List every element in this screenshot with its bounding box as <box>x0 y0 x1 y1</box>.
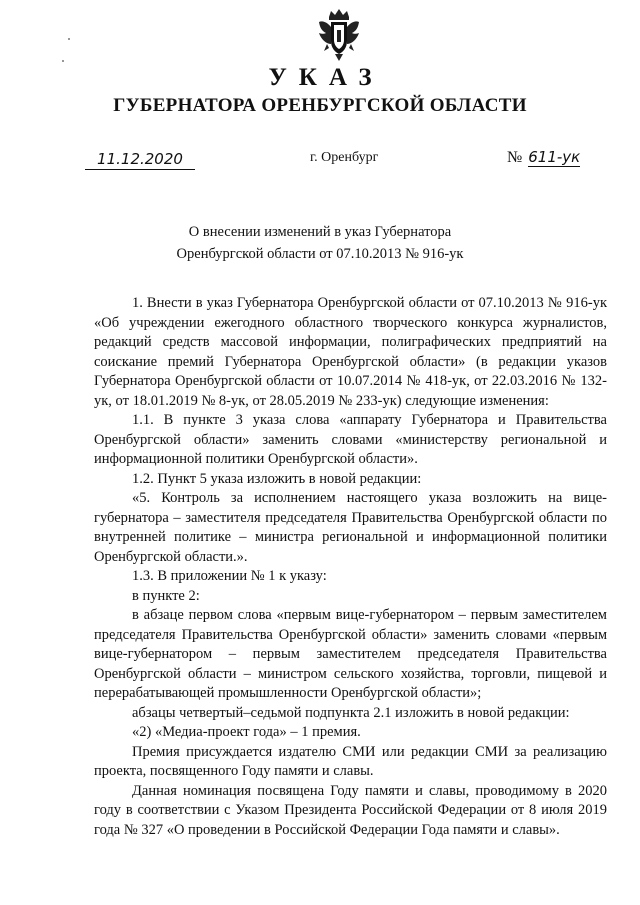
paragraph: Данная номинация посвящена Году памяти и славы, проводимому в 2020 году в соответствии с Указом Президента Российской Федерации от 8 июля 2019 года № 327 «О проведении в Российской Федерации Года памяти и славы». <box>94 782 607 838</box>
document-city: г. Оренбург <box>310 150 379 165</box>
paragraph: 1.1. В пункте 3 указа слова «аппарату Губернатора и Правительства Оренбургской области» заменить словами «министерству региональной и информационной политики Оренбургской области». <box>94 412 607 467</box>
scan-speck <box>62 60 64 62</box>
number-value: 611-ук <box>528 148 581 166</box>
paragraph: в абзаце первом слова «первым вице-губернатором – первым заместителем председателя Правительства Оренбургской области» заменить словами «первым вице-губернатором – первым заместителем председателя Правительства Оренбургской области – министром сельского хозяйства, торговли, пищевой и перерабатывающей промышленности Оренбургской области»; <box>94 607 607 701</box>
paragraph: «5. Контроль за исполнением настоящего указа возложить на вице-губернатора – заместителя председателя Правительства Оренбургской области по внутренней политике – министра региональной и информационной политики Оренбургской области.». <box>94 490 607 565</box>
document-subject <box>0 221 640 265</box>
document-date: 11.12.2020 <box>85 150 195 170</box>
coat-of-arms-icon <box>316 8 362 62</box>
paragraph: 1.2. Пункт 5 указа изложить в новой редакции: <box>132 470 422 487</box>
paragraph: «2) «Медиа-проект года» – 1 премия. <box>132 724 361 740</box>
document-number <box>507 148 580 167</box>
paragraph: 1.3. В приложении № 1 к указу: <box>132 568 327 584</box>
paragraph: 1. Внести в указ Губернатора Оренбургской области от 07.10.2013 № 916-ук «Об учреждении ежегодного областного творческого конкурса журналистов, редакций средств массовой информации, полиграфических предприятий на соискание премий Губернатора Оренбургской области» (в редакции указов Губернатора Оренбургской области от 10.07.2014 № 418-ук, от 22.03.2016 № 132-ук, от 18.01.2019 № 8-ук, от 28.05.2019 № 233-ук) следующие изменения: <box>94 295 607 409</box>
number-label: № <box>507 149 523 166</box>
document-body <box>94 294 607 840</box>
paragraph: в пункте 2: <box>132 587 200 604</box>
issuer-title: ГУБЕРНАТОРА ОРЕНБУРГСКОЙ ОБЛАСТИ <box>113 95 527 116</box>
subject-line-2: Оренбургской области от 07.10.2013 № 916-ук <box>176 246 464 262</box>
subject-line-1: О внесении изменений в указ Губернатора <box>188 224 452 240</box>
paragraph: Премия присуждается издателю СМИ или редакции СМИ за реализацию проекта, посвященного Году памяти и славы. <box>94 743 607 779</box>
document-type-title: УКАЗ <box>268 64 384 91</box>
scan-speck <box>68 38 70 40</box>
paragraph: абзацы четвертый–седьмой подпункта 2.1 изложить в новой редакции: <box>132 704 570 721</box>
